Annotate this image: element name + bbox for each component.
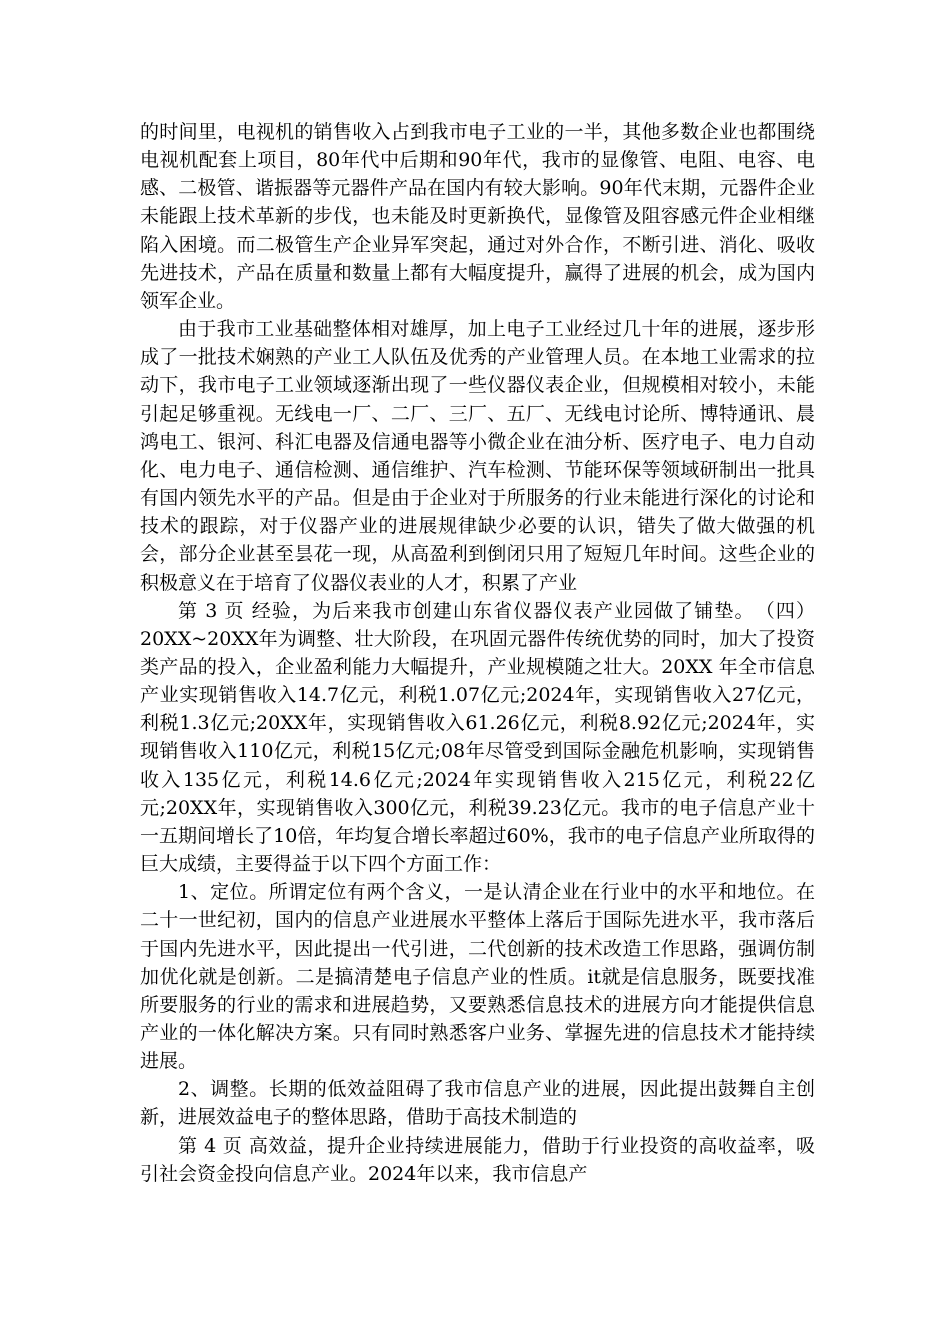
paragraph-1: 的时间里，电视机的销售收入占到我市电子工业的一半，其他多数企业也都围绕电视机配套上项目，80年代中后期和90年代，我市的显像管、电阻、电容、电感、二极管、谐振器等元器件产品在国内有较大影响。90年代末期，元器件企业未能跟上技术革新的步伐，也未能及时更新换代，显像管及阻容感元件企业相继陷入困境。而二极管生产企业异军突起，通过对外合作，不断引进、消化、吸收先进技术，产品在质量和数量上都有大幅度提升，赢得了进展的机会，成为国内领军企业。 xyxy=(140,121,815,312)
document-page xyxy=(140,118,815,1188)
paragraph-2: 由于我市工业基础整体相对雄厚，加上电子工业经过几十年的进展，逐步形成了一批技术娴熟的产业工人队伍及优秀的产业管理人员。在本地工业需求的拉动下，我市电子工业领域逐渐出现了一些仪器仪表企业，但规模相对较小，未能引起足够重视。无线电一厂、二厂、三厂、五厂、无线电讨论所、博特通讯、晨鸿电工、银河、科汇电器及信通电器等小微企业在油分析、医疗电子、电力自动化、电力电子、通信检测、通信维护、汽车检测、节能环保等领域研制出一批具有国内领先水平的产品。但是由于企业对于所服务的行业未能进行深化的讨论和技术的跟踪，对于仪器产业的进展规律缺少必要的认识，错失了做大做强的机会，部分企业甚至昙花一现，从高盈利到倒闭只用了短短几年时间。这些企业的积极意义在于培育了仪器仪表业的人才，积累了产业 xyxy=(140,318,815,594)
paragraph-3: 第 3 页 经验，为后来我市创建山东省仪器仪表产业园做了铺垫。 （四）20XX~20XX年为调整、壮大阶段，在巩固元器件传统优势的同时，加大了投资类产品的投入，企业盈利能力大幅提升，产业规模随之壮大。20XX 年全市信息产业实现销售收入14.7亿元，利税1.07亿元;2024年，实现销售收入27亿元，利税1.3亿元;20XX年，实现销售收入61.26亿元，利税8.92亿元;2024年，实现销售收入110亿元，利税15亿元;08年尽管受到国际金融危机影响，实现销售收入135亿元，利税14.6亿元;2024年实现销售收入215亿元，利税22亿元;20XX年，实现销售收入300亿元，利税39.23亿元。我市的电子信息产业十一五期间增长了10倍，年均复合增长率超过60%，我市的电子信息产业所取得的巨大成绩，主要得益于以下四个方面工作： xyxy=(140,599,815,876)
paragraph-4: 1、定位。所谓定位有两个含义，一是认清企业在行业中的水平和地位。在二十一世纪初，国内的信息产业进展水平整体上落后于国际先进水平，我市落后于国内先进水平，因此提出一代引进，二代创新的技术改造工作思路，强调仿制加优化就是创新。二是搞清楚电子信息产业的性质。it就是信息服务，既要找准所要服务的行业的需求和进展趋势，又要熟悉信息技术的进展方向才能提供信息产业的一体化解决方案。只有同时熟悉客户业务、掌握先进的信息技术才能持续进展。 xyxy=(140,881,815,1073)
paragraph-5: 2、调整。长期的低效益阻碍了我市信息产业的进展，因此提出鼓舞自主创新，进展效益电子的整体思路，借助于高技术制造的 xyxy=(140,1078,815,1129)
paragraph-6: 第 4 页 高效益，提升企业持续进展能力，借助于行业投资的高收益率，吸引社会资金投向信息产业。2024年以来，我市信息产 xyxy=(140,1134,815,1185)
